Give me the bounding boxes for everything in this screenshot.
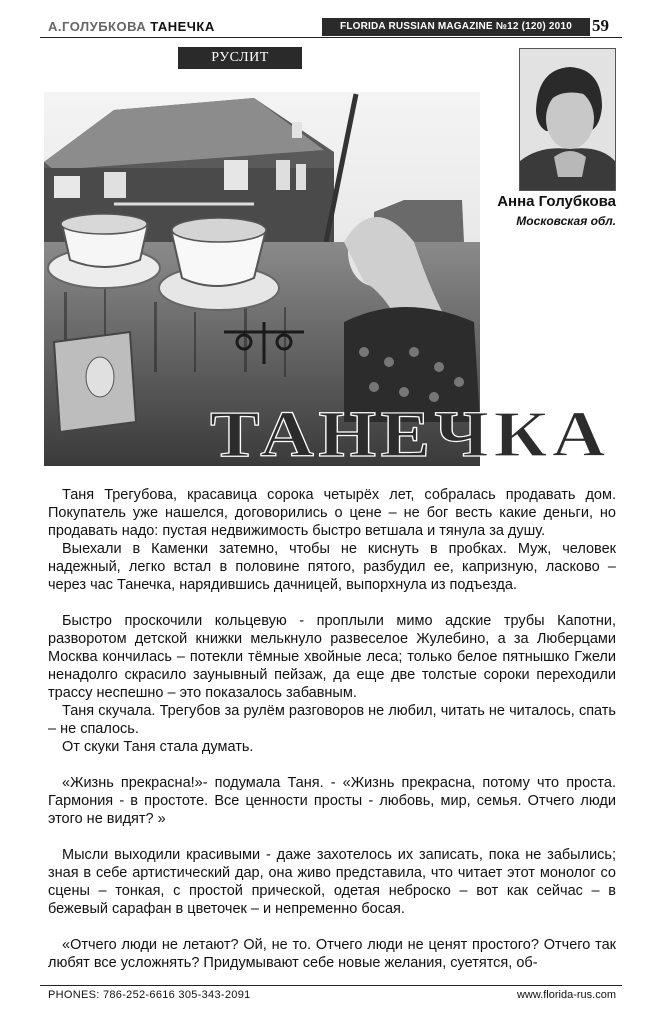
author-region: Московская обл. bbox=[516, 214, 616, 228]
page-header bbox=[40, 16, 622, 38]
footer-rule bbox=[40, 985, 622, 986]
article-body bbox=[48, 486, 616, 972]
author-portrait bbox=[519, 48, 616, 191]
headline-text: ТАНЕЧКА bbox=[210, 398, 610, 464]
running-head bbox=[48, 19, 215, 34]
article-paragraph: Таня скучала. Трегубов за рулём разговоров не любил, читать не читалось, спать – не спалось. bbox=[48, 703, 616, 737]
header-title: ТАНЕЧКА bbox=[150, 19, 215, 34]
header-author: А.ГОЛУБКОВА bbox=[48, 19, 147, 34]
article-paragraph: «Жизнь прекрасна!»- подумала Таня. - «Жизнь прекрасна, потому что проста. Гармония - в простоте. Все ценности просты - любовь, мир, семья. Отчего люди этого не видят? » bbox=[48, 775, 616, 827]
header-rule bbox=[40, 37, 622, 38]
article-paragraph: «Отчего люди не летают? Ой, не то. Отчего люди не ценят простого? Отчего так любят все усложнять? Придумывают себе новые желания, суетятся, об- bbox=[48, 937, 616, 971]
gravestone-graphic bbox=[54, 332, 136, 432]
article-paragraph: Выехали в Каменки затемно, чтобы не киснуть в пробках. Муж, человек надежный, легко встал в половине пятого, разбудил ее, капризную, ласково – через час Танечка, нарядившись дачницей, выпорхнула из подъезда. bbox=[48, 541, 616, 593]
headline bbox=[206, 398, 614, 464]
rubric-label: РУСЛИТ bbox=[178, 47, 302, 69]
article-paragraph: Быстро проскочили кольцевую - проплыли мимо адские трубы Капотни, разворотом детской книжки мелькнуло развеселое Жулебино, а за Люберцами Москва кончилась – потекли тёмные хвойные леса; только белое пятнышко Гжели ненадолго скрасило заунывный пейзаж, да еще две толстые сороки переходили трассу неспешно – это показалось забавным. bbox=[48, 613, 616, 701]
footer-website[interactable]: www.florida-rus.com bbox=[516, 989, 616, 1001]
page-number: 59 bbox=[592, 16, 609, 35]
author-name: Анна Голубкова bbox=[497, 193, 616, 210]
article-paragraph: От скуки Таня стала думать. bbox=[62, 739, 254, 755]
footer-phones: PHONES: 786-252-6616 305-343-2091 bbox=[48, 989, 251, 1001]
article-paragraph: Мысли выходили красивыми - даже захотелось их записать, пока не забылись; зная в себе артистический дар, она живо представила, что читает этот монолог со сцены – тонкая, с простой прической, одетая неброско – вот как сейчас – в бежевый сарафан в цветочек – и непременно босая. bbox=[48, 847, 616, 917]
article-paragraph: Таня Трегубова, красавица сорока четырёх лет, собралась продавать дом. Покупатель уже нашелся, договорились о цене – не бог весть какие деньги, но продавать надо: пустая недвижимость быстро ветшала и тянула за душу. bbox=[48, 487, 616, 539]
magazine-issue-bar: FLORIDA RUSSIAN MAGAZINE №12 (120) 2010 bbox=[322, 18, 590, 36]
